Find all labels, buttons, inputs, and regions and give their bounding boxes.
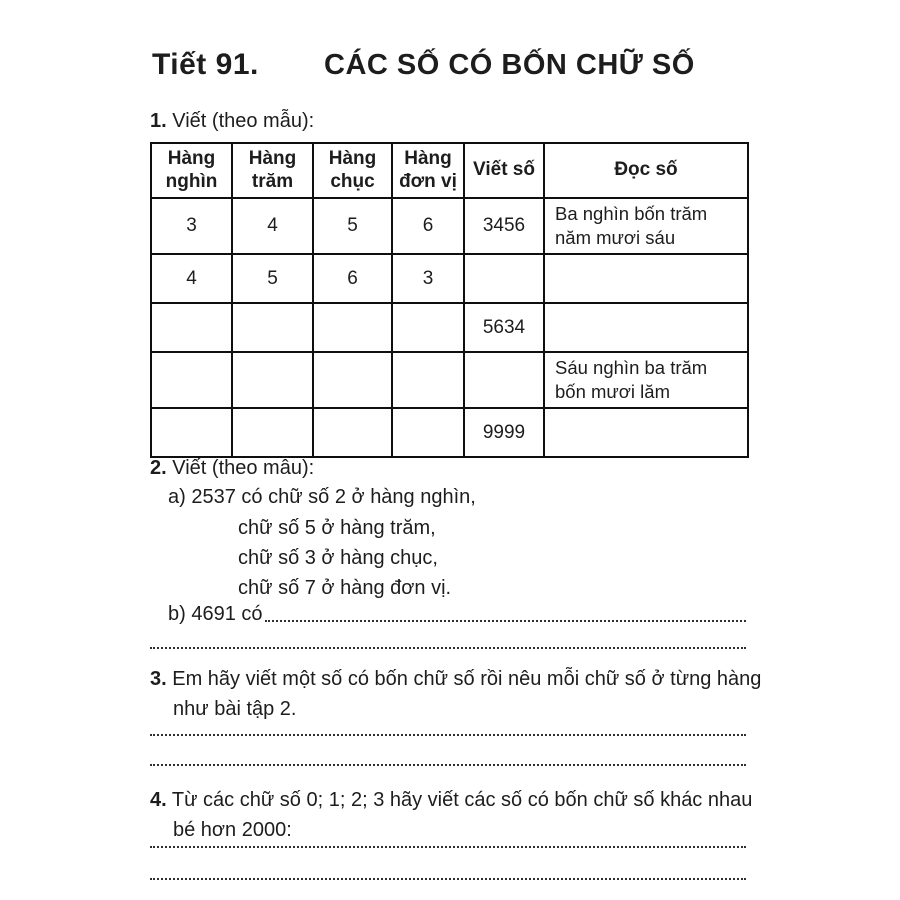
exercise1-prompt — [150, 110, 314, 133]
cell-hundreds — [232, 408, 313, 457]
cell-units — [392, 303, 464, 352]
cell-read-number — [544, 303, 748, 352]
table-row — [151, 352, 748, 408]
cell-tens: 6 — [313, 254, 392, 303]
header-hang-tram: Hàng trăm — [232, 143, 313, 198]
cell-written-number: 5634 — [464, 303, 544, 352]
cell-hundreds: 4 — [232, 198, 313, 254]
exercise4-body: Từ các chữ số 0; 1; 2; 3 hãy viết các số có bốn chữ số khác nhau bé hơn 2000: — [171, 789, 753, 841]
part-b-text: 4691 có — [191, 603, 263, 625]
cell-thousands — [151, 408, 232, 457]
place-value-table — [150, 142, 749, 458]
answer-blank-line — [265, 620, 746, 622]
table-row — [151, 408, 748, 457]
cell-tens — [313, 303, 392, 352]
cell-units: 6 — [392, 198, 464, 254]
exercise2-part-a-line4: chữ số 7 ở hàng đơn vị. — [238, 577, 452, 599]
exercise2-prompt — [150, 457, 314, 480]
page-title: CÁC SỐ CÓ BỐN CHỮ SỐ — [324, 49, 695, 81]
cell-written-number: 9999 — [464, 408, 544, 457]
lesson-label: Tiết 91. — [152, 48, 259, 81]
cell-thousands — [151, 352, 232, 408]
cell-written-number — [464, 352, 544, 408]
cell-read-number: Ba nghìn bốn trăm năm mươi sáu — [544, 198, 748, 254]
exercise3-body: Em hãy viết một số có bốn chữ số rồi nêu mỗi chữ số ở từng hàng như bài tập 2. — [172, 668, 762, 720]
exercise2-number: 2. — [150, 457, 167, 479]
table-row — [151, 303, 748, 352]
cell-thousands — [151, 303, 232, 352]
cell-tens — [313, 408, 392, 457]
part-a-label: a) — [168, 486, 186, 508]
cell-thousands: 4 — [151, 254, 232, 303]
table-row — [151, 254, 748, 303]
exercise1-number: 1. — [150, 110, 167, 132]
cell-units — [392, 352, 464, 408]
cell-tens — [313, 352, 392, 408]
part-a-text: 2537 có chữ số 2 ở hàng nghìn, — [191, 486, 476, 508]
exercise2-part-a-line3: chữ số 3 ở hàng chục, — [238, 547, 438, 569]
exercise2-part-a-line1 — [168, 486, 476, 509]
cell-read-number: Sáu nghìn ba trăm bốn mươi lăm — [544, 352, 748, 408]
header-hang-don-vi: Hàng đơn vị — [392, 143, 464, 198]
table-header-row — [151, 143, 748, 198]
cell-hundreds: 5 — [232, 254, 313, 303]
exercise2-prompt-text: Viết (theo mẫu): — [172, 457, 315, 479]
cell-thousands: 3 — [151, 198, 232, 254]
table-row — [151, 198, 748, 254]
cell-tens: 5 — [313, 198, 392, 254]
part-b-label: b) — [168, 603, 186, 625]
cell-units — [392, 408, 464, 457]
exercise3-text — [150, 664, 766, 724]
exercise2-part-a-line2: chữ số 5 ở hàng trăm, — [238, 517, 436, 539]
answer-blank-line — [150, 647, 746, 649]
cell-hundreds — [232, 352, 313, 408]
exercise1-prompt-text: Viết (theo mẫu): — [172, 110, 315, 132]
answer-blank-line — [150, 734, 746, 736]
exercise4-text — [150, 785, 774, 845]
cell-units: 3 — [392, 254, 464, 303]
cell-written-number: 3456 — [464, 198, 544, 254]
cell-read-number — [544, 254, 748, 303]
answer-blank-line — [150, 764, 746, 766]
cell-written-number — [464, 254, 544, 303]
exercise4-number: 4. — [150, 789, 167, 811]
header-hang-nghin: Hàng nghìn — [151, 143, 232, 198]
header-hang-chuc: Hàng chục — [313, 143, 392, 198]
cell-hundreds — [232, 303, 313, 352]
answer-blank-line — [150, 846, 746, 848]
header-viet-so: Viết số — [464, 143, 544, 198]
exercise3-number: 3. — [150, 668, 167, 690]
header-doc-so: Đọc số — [544, 143, 748, 198]
exercise2-part-b — [168, 603, 746, 626]
cell-read-number — [544, 408, 748, 457]
answer-blank-line — [150, 878, 746, 880]
